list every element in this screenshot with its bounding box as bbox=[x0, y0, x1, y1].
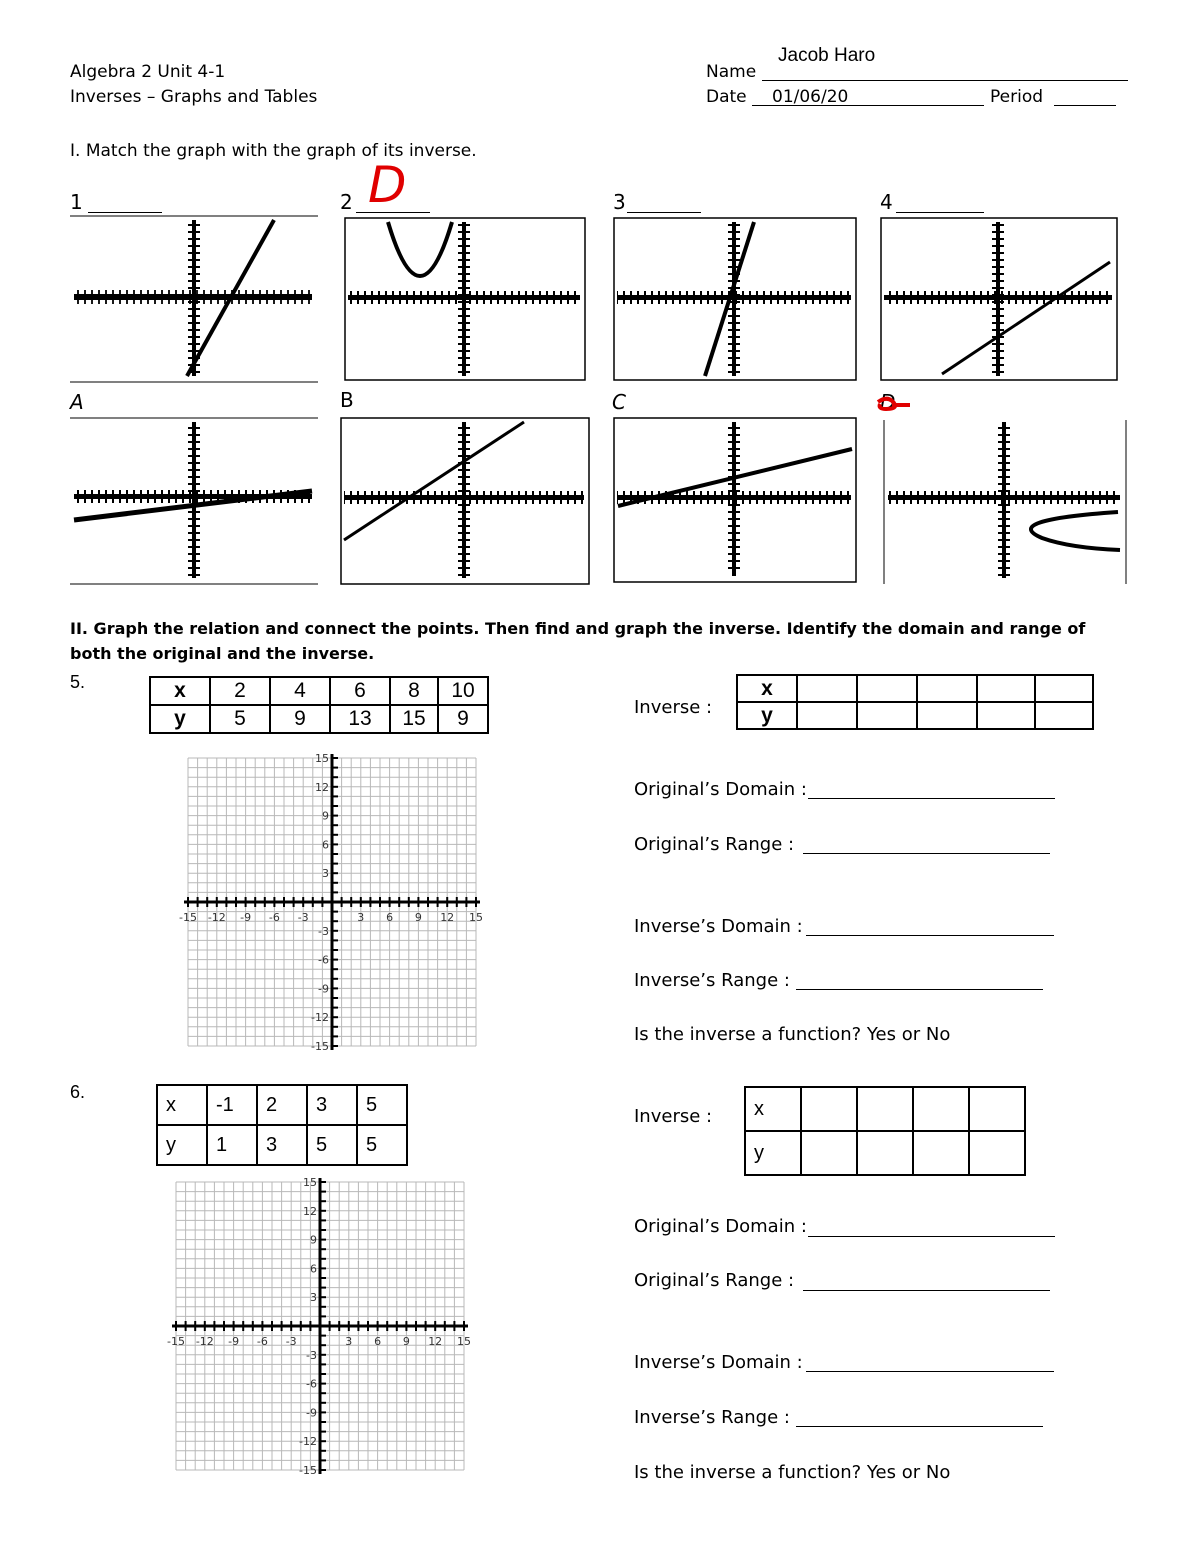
p5-inv-cell[interactable] bbox=[917, 675, 977, 702]
p6-orig-domain-label: Original’s Domain : bbox=[634, 1216, 807, 1237]
y-tick-label: 3 bbox=[322, 867, 329, 881]
y-tick-label: 3 bbox=[310, 1291, 317, 1305]
y-tick-label: -6 bbox=[318, 953, 329, 967]
x-tick-label: -9 bbox=[228, 1335, 240, 1348]
p5-is-function-question[interactable]: Is the inverse a function? Yes or No bbox=[634, 1024, 951, 1045]
p5-inv-cell[interactable] bbox=[977, 675, 1035, 702]
p5-inv-domain-label: Inverse’s Domain : bbox=[634, 916, 803, 937]
worksheet-subtitle: Inverses – Graphs and Tables bbox=[70, 87, 318, 107]
graph-label-A: A bbox=[70, 390, 84, 414]
p6-orig-range-label: Original’s Range : bbox=[634, 1270, 795, 1291]
p6-x-cell: 5 bbox=[357, 1085, 407, 1125]
x-tick-label: -3 bbox=[297, 911, 309, 924]
graph-1[interactable] bbox=[70, 216, 318, 382]
y-tick-label: 15 bbox=[303, 1176, 317, 1189]
problem-5-table bbox=[149, 676, 489, 734]
p5-x-cell: 6 bbox=[330, 677, 390, 705]
p5-orig-domain-field[interactable] bbox=[808, 797, 1055, 799]
p5-inv-range-label: Inverse’s Range : bbox=[634, 970, 790, 991]
y-tick-label: 12 bbox=[303, 1204, 317, 1218]
problem-6-number: 6. bbox=[70, 1082, 86, 1102]
p5-inv-range-field[interactable] bbox=[796, 988, 1043, 990]
p5-y-cell: 13 bbox=[330, 705, 390, 733]
x-tick-label: 15 bbox=[469, 911, 483, 924]
matching-graphs bbox=[0, 0, 1200, 600]
p5-orig-range-field[interactable] bbox=[803, 852, 1050, 854]
y-tick-label: -9 bbox=[306, 1406, 317, 1420]
x-tick-label: 3 bbox=[357, 911, 365, 924]
x-tick-label: -3 bbox=[285, 1335, 297, 1348]
p6-inverse-label: Inverse : bbox=[634, 1106, 713, 1127]
graph-4[interactable] bbox=[881, 218, 1117, 380]
problem-6-table bbox=[156, 1084, 408, 1166]
y-tick-label: -6 bbox=[306, 1377, 317, 1391]
p5-x-cell: 4 bbox=[270, 677, 330, 705]
y-tick-label: 15 bbox=[315, 754, 329, 765]
x-tick-label: 15 bbox=[457, 1335, 471, 1348]
date-value: 01/06/20 bbox=[772, 87, 849, 107]
graph-label-1: 1 bbox=[70, 190, 83, 214]
p6-inv-cell[interactable] bbox=[801, 1087, 857, 1131]
p6-orig-range-field[interactable] bbox=[803, 1289, 1050, 1291]
p6-x-header: x bbox=[157, 1085, 207, 1125]
x-tick-label: -15 bbox=[179, 911, 197, 924]
x-tick-label: -6 bbox=[268, 911, 280, 924]
p6-is-function-question[interactable]: Is the inverse a function? Yes or No bbox=[634, 1462, 951, 1483]
graph-D[interactable] bbox=[884, 420, 1126, 584]
p6-inv-cell[interactable] bbox=[801, 1131, 857, 1175]
p5-y-cell: 9 bbox=[438, 705, 488, 733]
y-tick-label: -3 bbox=[306, 1348, 317, 1362]
graph-B[interactable] bbox=[341, 418, 589, 584]
p5-inv-cell[interactable] bbox=[797, 675, 857, 702]
p5-inv-cell[interactable] bbox=[917, 702, 977, 729]
p6-inv-domain-field[interactable] bbox=[806, 1370, 1054, 1372]
p5-orig-domain-label: Original’s Domain : bbox=[634, 779, 807, 800]
p5-y-cell: 5 bbox=[210, 705, 270, 733]
p6-orig-domain-field[interactable] bbox=[808, 1235, 1055, 1237]
date-label: Date bbox=[706, 87, 747, 107]
x-tick-label: 6 bbox=[386, 911, 394, 924]
p6-inv-range-field[interactable] bbox=[796, 1425, 1043, 1427]
y-tick-label: 9 bbox=[310, 1233, 317, 1247]
p5-inv-cell[interactable] bbox=[857, 702, 917, 729]
graph-2[interactable] bbox=[345, 218, 585, 380]
p5-x-header: x bbox=[150, 677, 210, 705]
p5-orig-range-label: Original’s Range : bbox=[634, 834, 795, 855]
y-tick-label: 9 bbox=[322, 809, 329, 823]
p6-inv-domain-label: Inverse’s Domain : bbox=[634, 1352, 803, 1373]
p6-y-cell: 1 bbox=[207, 1125, 257, 1165]
x-tick-label: -9 bbox=[240, 911, 252, 924]
p5-x-cell: 8 bbox=[390, 677, 438, 705]
part1-instruction: I. Match the graph with the graph of its inverse. bbox=[70, 141, 477, 161]
graph-label-2: 2 bbox=[340, 190, 353, 214]
x-tick-label: 9 bbox=[414, 911, 422, 924]
y-tick-label: -3 bbox=[318, 924, 329, 938]
part2-instruction: II. Graph the relation and connect the points. Then find and graph the inverse. Identify the domain and range of both the original and the inverse. bbox=[70, 619, 1086, 663]
y-tick-label: -12 bbox=[311, 1011, 329, 1025]
p5-inv-y-header: y bbox=[737, 702, 797, 729]
y-tick-label: 6 bbox=[322, 838, 329, 852]
p5-inv-cell[interactable] bbox=[977, 702, 1035, 729]
graph-label-B: B bbox=[340, 388, 354, 412]
p6-inv-range-label: Inverse’s Range : bbox=[634, 1407, 790, 1428]
p6-inv-y-header: y bbox=[745, 1131, 801, 1175]
p5-inverse-label: Inverse : bbox=[634, 697, 713, 718]
p6-y-header: y bbox=[157, 1125, 207, 1165]
p5-inv-cell[interactable] bbox=[857, 675, 917, 702]
p6-inv-cell[interactable] bbox=[913, 1131, 969, 1175]
graph-label-D: D bbox=[880, 390, 896, 414]
p5-x-cell: 2 bbox=[210, 677, 270, 705]
graph-label-3: 3 bbox=[613, 190, 626, 214]
y-tick-label: 12 bbox=[315, 780, 329, 794]
graph-3[interactable] bbox=[614, 218, 856, 380]
p5-y-header: y bbox=[150, 705, 210, 733]
p6-y-cell: 5 bbox=[357, 1125, 407, 1165]
problem-5-number: 5. bbox=[70, 672, 86, 692]
p6-inv-cell[interactable] bbox=[969, 1087, 1025, 1131]
p6-x-cell: 2 bbox=[257, 1085, 307, 1125]
p5-x-cell: 10 bbox=[438, 677, 488, 705]
x-tick-label: -6 bbox=[256, 1335, 268, 1348]
period-label: Period bbox=[990, 87, 1044, 107]
graph-A[interactable] bbox=[70, 418, 318, 584]
p5-y-cell: 9 bbox=[270, 705, 330, 733]
p6-inv-cell[interactable] bbox=[969, 1131, 1025, 1175]
x-tick-label: 12 bbox=[428, 1335, 443, 1348]
name-label: Name bbox=[706, 62, 757, 82]
y-tick-label: -15 bbox=[311, 1040, 329, 1050]
p6-y-cell: 5 bbox=[307, 1125, 357, 1165]
x-tick-label: 12 bbox=[440, 911, 455, 924]
p6-y-cell: 3 bbox=[257, 1125, 307, 1165]
y-tick-label: -15 bbox=[299, 1464, 317, 1476]
y-tick-label: 6 bbox=[310, 1262, 317, 1276]
problem-6-inverse-table[interactable] bbox=[744, 1086, 1026, 1176]
p5-y-cell: 15 bbox=[390, 705, 438, 733]
p5-inv-cell[interactable] bbox=[1035, 675, 1093, 702]
y-tick-label: -9 bbox=[318, 982, 329, 996]
x-tick-label: -12 bbox=[207, 911, 226, 924]
x-tick-label: 3 bbox=[345, 1335, 353, 1348]
course-title: Algebra 2 Unit 4-1 bbox=[70, 62, 226, 82]
p6-inv-cell[interactable] bbox=[913, 1087, 969, 1131]
x-tick-label: -15 bbox=[167, 1335, 185, 1348]
x-tick-label: -12 bbox=[195, 1335, 214, 1348]
answer-2-handwritten: D bbox=[368, 156, 407, 214]
graph-label-4: 4 bbox=[880, 190, 893, 214]
name-value: Jacob Haro bbox=[778, 45, 876, 66]
p5-inv-x-header: x bbox=[737, 675, 797, 702]
x-tick-label: 6 bbox=[374, 1335, 382, 1348]
graph-C[interactable] bbox=[614, 418, 856, 582]
x-tick-label: 9 bbox=[402, 1335, 410, 1348]
problem-5-inverse-table[interactable] bbox=[736, 674, 1094, 730]
problem-6-coordinate-grid[interactable] bbox=[160, 1176, 476, 1476]
p6-inv-cell[interactable] bbox=[857, 1087, 913, 1131]
p5-inv-cell[interactable] bbox=[797, 702, 857, 729]
y-tick-label: -12 bbox=[299, 1435, 317, 1449]
p6-inv-cell[interactable] bbox=[857, 1131, 913, 1175]
p5-inv-domain-field[interactable] bbox=[806, 934, 1054, 936]
graph-label-C: C bbox=[612, 390, 626, 414]
p6-inv-x-header: x bbox=[745, 1087, 801, 1131]
p6-x-cell: -1 bbox=[207, 1085, 257, 1125]
p6-x-cell: 3 bbox=[307, 1085, 357, 1125]
problem-5-coordinate-grid[interactable] bbox=[172, 754, 488, 1050]
p5-inv-cell[interactable] bbox=[1035, 702, 1093, 729]
